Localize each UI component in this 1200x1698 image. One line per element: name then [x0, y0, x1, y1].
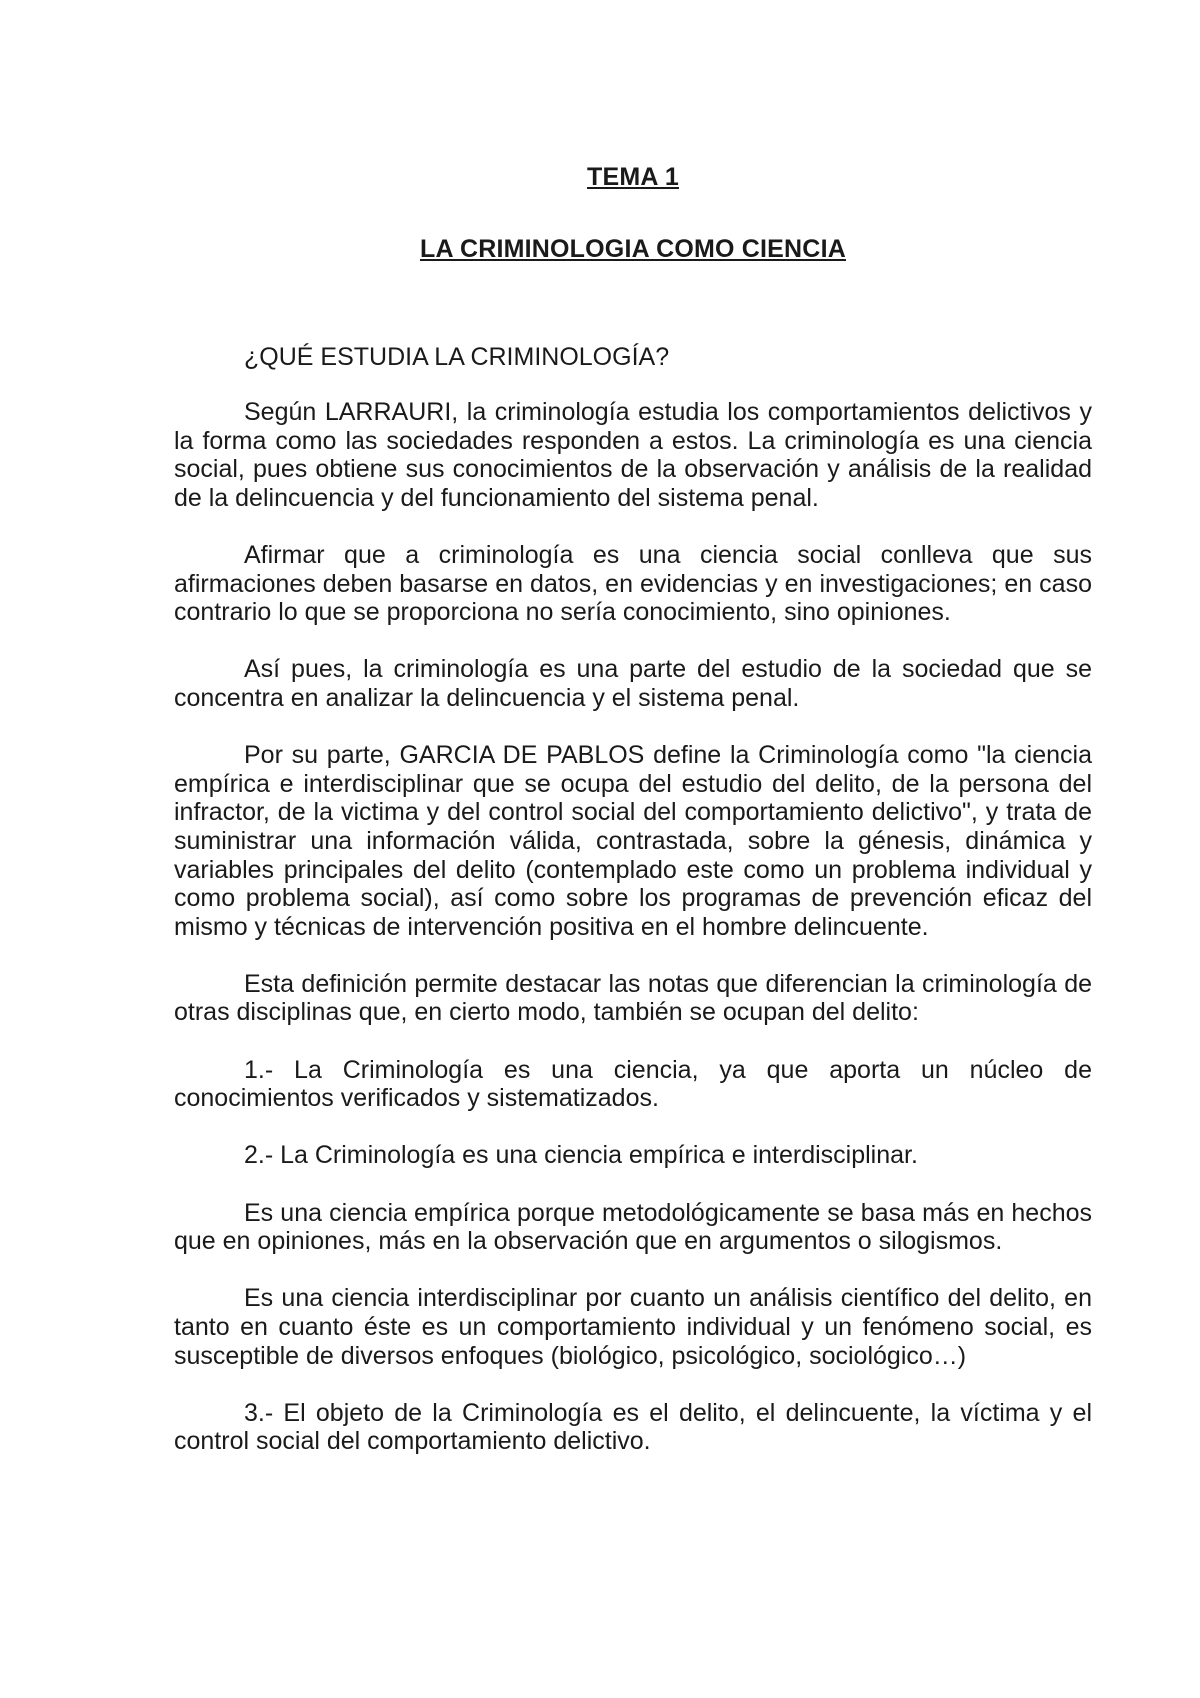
- list-item-3: 3.- El objeto de la Criminología es el delito, el delincuente, la víctima y el control social del comportamiento delictivo.: [174, 1398, 1092, 1456]
- list-item-2: 2.- La Criminología es una ciencia empírica e interdisciplinar.: [244, 1141, 918, 1170]
- paragraph-empirical: Es una ciencia empírica porque metodológicamente se basa más en hechos que en opiniones, más en la observación que en argumentos o silogismos.: [174, 1198, 1092, 1256]
- paragraph-social-science: Afirmar que a criminología es una ciencia social conlleva que sus afirmaciones deben basarse en datos, en evidencias y en investigaciones; en caso contrario lo que se proporciona no sería conocimiento, sino opiniones.: [174, 540, 1092, 627]
- section-question: ¿QUÉ ESTUDIA LA CRIMINOLOGÍA?: [244, 343, 670, 371]
- list-item-1: 1.- La Criminología es una ciencia, ya que aporta un núcleo de conocimientos verificados y sistematizados.: [174, 1055, 1092, 1113]
- topic-heading: TEMA 1: [587, 163, 679, 191]
- paragraph-larrauri: Según LARRAURI, la criminología estudia los comportamientos delictivos y la forma como las sociedades responden a estos. La criminología es una ciencia social, pues obtiene sus conocimientos de la observación y análisis de la realidad de la delincuencia y del funcionamiento del sistema penal.: [174, 398, 1092, 512]
- document-title: LA CRIMINOLOGIA COMO CIENCIA: [420, 235, 846, 263]
- paragraph-definition-notes: Esta definición permite destacar las notas que diferencian la criminología de otras disciplinas que, en cierto modo, también se ocupan del delito:: [174, 969, 1092, 1027]
- paragraph-garcia-de-pablos: Por su parte, GARCIA DE PABLOS define la Criminología como "la ciencia empírica e interdisciplinar que se ocupa del estudio del delito, de la persona del infractor, de la victima y del control social del comportamiento delictivo", y trata de suministrar una información válida, contrastada, sobre la génesis, dinámica y variables principales del delito (contemplado este como un problema individual y como problema social), así como sobre los programas de prevención eficaz del mismo y técnicas de intervención positiva en el hombre delincuente.: [174, 741, 1092, 941]
- paragraph-interdisciplinary: Es una ciencia interdisciplinar por cuanto un análisis científico del delito, en tanto en cuanto éste es un comportamiento individual y un fenómeno social, es susceptible de diversos enfoques (biológico, psicológico, sociológico…): [174, 1284, 1092, 1370]
- document-body: [174, 162, 1092, 1456]
- paragraph-society-study: Así pues, la criminología es una parte del estudio de la sociedad que se concentra en analizar la delincuencia y el sistema penal.: [174, 655, 1092, 712]
